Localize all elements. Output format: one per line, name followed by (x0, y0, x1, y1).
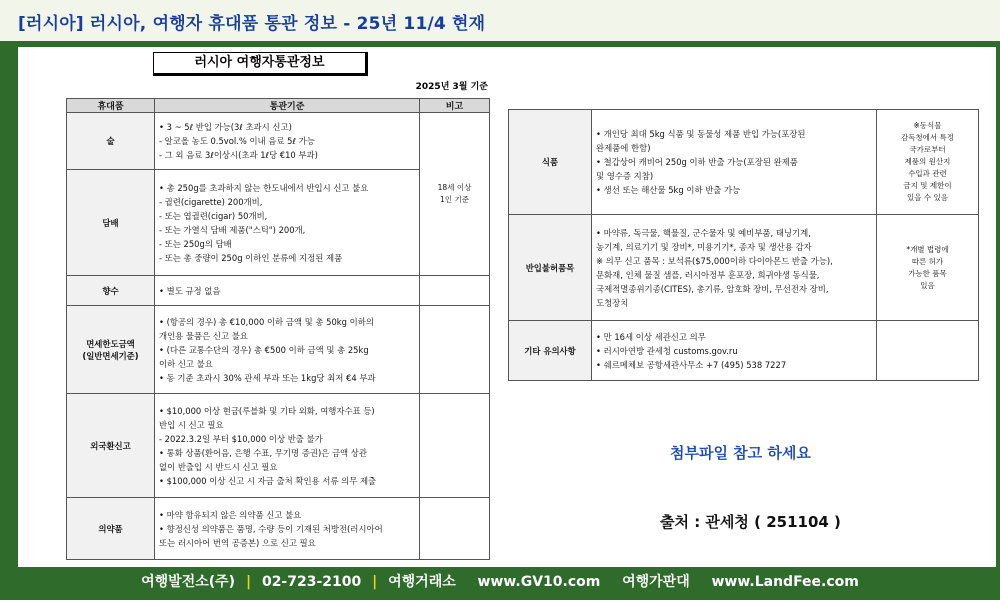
customs-table-left (66, 98, 490, 560)
document-date: 2025년 3월 기준 (415, 82, 488, 92)
column-header-note: 비고 (420, 99, 490, 113)
footer-item-exchange: 여행거래소 (388, 574, 456, 590)
row-category: 술 (67, 113, 155, 170)
row-content: • 마약류, 독극물, 핵물질, 군수물자 및 예비부품, 태닝기계, 농기계, 의료기기 및 장비*, 미용기기*, 종자 및 생산용 감자 ※ 의무 신고 품목 : 보석류($75,000이하 다이아몬드 반출 가능), 문화재, 인체 물질 샘플, 러시아정부 훈포장, 희귀야생 동식물, 국제적멸종위기종(CITES), 총기류, 암호화 장비, 무선전자 장비, 도청장치 (592, 215, 877, 321)
footer-separator: | (372, 574, 378, 590)
table-row (67, 276, 490, 306)
row-category: 식품 (509, 110, 592, 215)
column-header-category: 휴대품 (67, 99, 155, 113)
row-note: *개별 법령에 따른 허가 가능한 품목 있음 (877, 215, 979, 321)
row-content: • 총 250g를 초과하지 않는 한도내에서 반입시 신고 불요 - 궐련(cigarette) 200개비, - 또는 엽궐련(cigar) 50개비, - 또는 가열식 담배 제품("스틱") 200개, - 또는 250g의 담배 - 또는 총 중량이 250g 이하인 분류에 지정된 제품 (155, 170, 420, 276)
footer-link-gv10[interactable]: www.GV10.com (477, 574, 601, 590)
row-note: 18세 이상 1인 기준 (420, 113, 490, 276)
table-row (509, 110, 979, 215)
row-category: 담배 (67, 170, 155, 276)
row-category: 향수 (67, 276, 155, 306)
footer-separator: | (245, 574, 252, 590)
footer-item-stand: 여행가판대 (622, 574, 690, 590)
footer-company: 여행발전소(주) (141, 574, 236, 590)
row-category: 외국환신고 (67, 394, 155, 498)
source-credit: 출처 : 관세청 ( 251104 ) (660, 513, 841, 531)
table-row (509, 321, 979, 381)
table-row (67, 306, 490, 394)
row-content: • 만 16세 이상 세관신고 의무 • 러시아연방 관세청 customs.gov.ru • 쉐르메체보 공항세관사무소 +7 (495) 538 7227 (592, 321, 877, 381)
attachment-notice: 첨부파일 참고 하세요 (670, 444, 811, 462)
table-row (67, 394, 490, 498)
row-note (420, 306, 490, 394)
table-row (67, 498, 490, 560)
row-content: • $10,000 이상 현금(루블화 및 기타 외화, 여행자수표 등) 반입 시 신고 필요 - 2022.3.2일 부터 $10,000 이상 반출 불가 • 통화 상품(환어음, 은행 수표, 무기명 증권)은 금액 상관 없이 반출입 시 반드시 신고 필요 • $100,000 이상 신고 시 자금 출처 확인용 서류 의무 제출 (155, 394, 420, 498)
row-category: 의약품 (67, 498, 155, 560)
footer-link-landfee[interactable]: www.LandFee.com (711, 574, 859, 590)
document-sheet (18, 47, 996, 567)
row-content: • (항공의 경우) 총 €10,000 이하 금액 및 총 50kg 이하의 개인용 물품은 신고 불요 • (다른 교통수단의 경우) 총 €500 이하 금액 및 총 25kg 이하 신고 불요 • 동 기준 초과시 30% 관세 부과 또는 1kg당 최저 €4 부과 (155, 306, 420, 394)
customs-table-right (508, 109, 979, 381)
table-row (67, 113, 490, 170)
document-title: 러시아 여행자통관정보 (153, 52, 368, 76)
row-note (420, 394, 490, 498)
table-row (509, 215, 979, 321)
header-bar (0, 0, 1000, 44)
row-note (877, 321, 979, 381)
column-header-standard: 통관기준 (155, 99, 420, 113)
row-category: 면세한도금액 (일반면세기준) (67, 306, 155, 394)
row-category: 반입불허품목 (509, 215, 592, 321)
row-note: ※동식물 감독청에서 특정 국가로부터 제품의 원산지 수입과 관련 금지 및 제한이 있을 수 있음 (877, 110, 979, 215)
row-content: • 3 ~ 5ℓ 반입 가능(3ℓ 초과시 신고) - 알코올 농도 0.5vol.% 이내 음료 5ℓ 가능 - 그 외 음료 3ℓ이상시(초과 1ℓ당 €10 부과) (155, 113, 420, 170)
row-content: • 개인당 최대 5kg 식품 및 동물성 제품 반입 가능(포장된 완제품에 한함) • 철갑상어 캐비어 250g 이하 반출 가능(포장된 완제품 및 영수증 지참) • 생선 또는 해산물 5kg 이하 반출 가능 (592, 110, 877, 215)
footer-phone: 02-723-2100 (261, 574, 362, 590)
footer-bar (0, 571, 1000, 593)
row-category: 기타 유의사항 (509, 321, 592, 381)
row-note (420, 276, 490, 306)
row-content: • 마약 함유되지 않은 의약품 신고 불요 • 향정신성 의약품은 품명, 수량 등이 기재된 처방전(러시아어 또는 러시아어 번역 공증본) 으로 신고 필요 (155, 498, 420, 560)
row-note (420, 498, 490, 560)
row-content: • 별도 규정 없음 (155, 276, 420, 306)
page-title: [러시아] 러시아, 여행자 휴대품 통관 정보 - 25년 11/4 현재 (18, 14, 486, 34)
